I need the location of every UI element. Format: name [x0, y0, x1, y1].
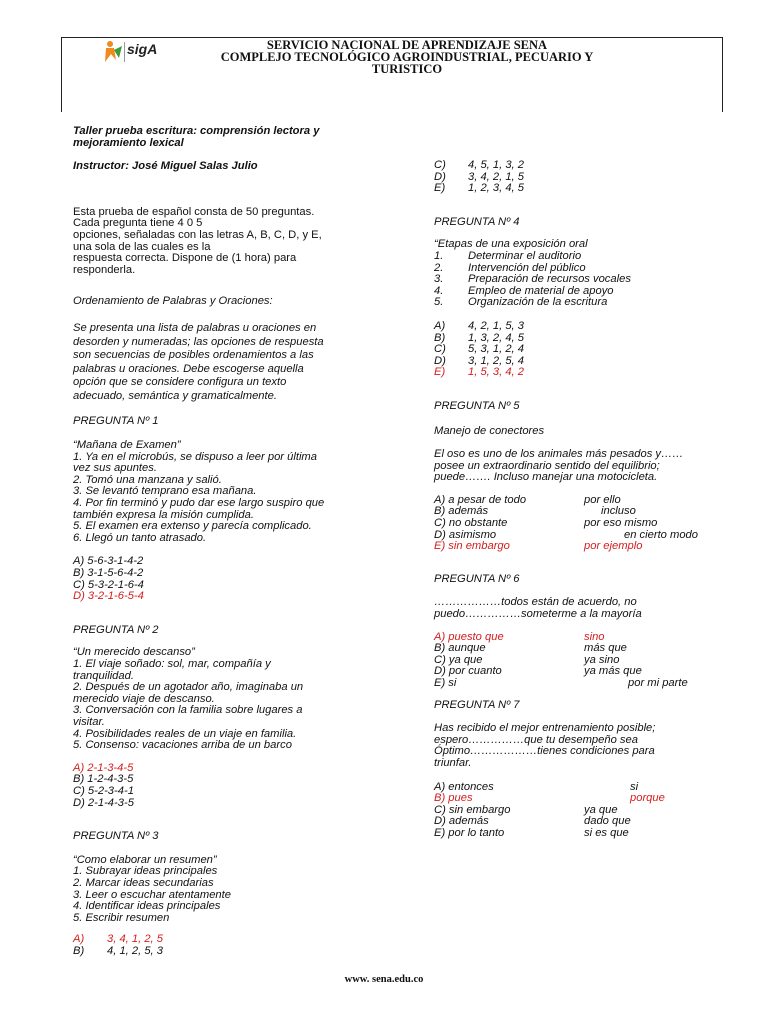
question-6-title: PREGUNTA Nº 6 [434, 572, 520, 585]
header-line-3: TURISTICO [371, 62, 443, 76]
list-item [434, 251, 744, 263]
text-cell: 4. [434, 284, 444, 297]
correct-answer-option[interactable] [434, 367, 744, 379]
question-line: 1. Subrayar ideas principales [73, 865, 218, 878]
instructor: Instructor: José Miguel Salas Julio [73, 160, 258, 173]
question-line: “Un merecido descanso” [73, 646, 195, 659]
question-7-text [434, 723, 744, 769]
answer-option[interactable]: D) 2-1-4-3-5 [73, 796, 134, 809]
answer-option[interactable] [434, 321, 744, 333]
question-line: 1. Ya en el microbús, se dispuso a leer por última [73, 450, 317, 463]
text-cell: D) asimismo [434, 528, 497, 541]
answer-option[interactable]: C) 5-3-2-1-6-4 [73, 578, 144, 591]
question-line: 4. Identificar ideas principales [73, 900, 221, 913]
text-cell: sino [584, 630, 605, 643]
question-line: espero……………que tu desempeño sea [434, 733, 638, 746]
question-7-options [434, 782, 744, 840]
text-cell: D) además [434, 815, 489, 828]
text-cell: ya más que [584, 665, 642, 678]
header-line-2: COMPLEJO TECNOLÓGICO AGROINDUSTRIAL, PECUARIO Y [220, 50, 594, 64]
text-cell: C) [434, 343, 446, 356]
text-cell: A) a pesar de todo [434, 493, 527, 506]
text-cell: C) no obstante [434, 517, 508, 530]
correct-answer-option[interactable]: D) 3-2-1-6-5-4 [73, 590, 144, 603]
text-cell: C) sin embargo [434, 803, 511, 816]
question-line: tranquilidad. [73, 669, 134, 682]
question-line: vez sus apuntes. [73, 462, 157, 475]
question-7-title: PREGUNTA Nº 7 [434, 698, 520, 711]
question-line: 4. Por fin terminó y pudo dar ese largo suspiro que [73, 497, 325, 510]
text-cell: por eso mismo [584, 517, 658, 530]
document-title: Taller prueba escritura: comprensión lectora y [73, 125, 320, 137]
question-line: 6. Llegó un tanto atrasado. [73, 531, 207, 544]
description-line: Se presenta una lista de palabras u oraciones en [73, 321, 317, 334]
question-5-title: PREGUNTA Nº 5 [434, 399, 520, 412]
text-cell: 3, 1, 2, 5, 4 [468, 354, 524, 367]
question-3-options-continued [434, 160, 744, 195]
text-cell: 2. [434, 261, 444, 274]
answer-option[interactable]: B) 3-1-5-6-4-2 [73, 567, 144, 580]
question-6-options [434, 632, 744, 690]
option-letter: D) [434, 170, 446, 183]
text-cell: A) [434, 319, 446, 332]
intro-line: Esta prueba de español consta de 50 preguntas. [73, 205, 315, 218]
text-cell: E) sin embargo [434, 540, 510, 553]
question-line: puedo……………sometermе a la mayoría [434, 608, 642, 621]
question-line: 2. Tomó una manzana y salió. [73, 473, 222, 486]
option-letter: E) [434, 182, 446, 195]
text-cell: 1, 3, 2, 4, 5 [468, 331, 524, 344]
document-header [61, 37, 723, 112]
text-cell: B) aunque [434, 642, 486, 655]
question-line: 4. Posibilidades reales de un viaje en familia. [73, 727, 297, 740]
question-line: posee un extraordinario sentido del equilibrio; [434, 459, 660, 472]
answer-option[interactable]: C) 5-2-3-4-1 [73, 784, 134, 797]
question-1-title: PREGUNTA Nº 1 [73, 414, 159, 427]
header-line-1: SERVICIO NACIONAL DE APRENDIZAJE SENA [266, 38, 548, 52]
question-line: 3. Conversación con la familia sobre lugares a [73, 704, 303, 717]
description-line: adecuado, semántica y gramaticalmente. [73, 389, 277, 402]
question-line: 3. Leer o escuchar atentamente [73, 888, 231, 901]
question-5-topic: Manejo de conectores [434, 424, 545, 437]
text-cell: en cierto modo [624, 528, 699, 541]
list-item [434, 297, 744, 309]
text-cell: ya sino [584, 653, 620, 666]
description-line: desorden y numeradas; las opciones de respuesta [73, 335, 324, 348]
left-column [73, 126, 383, 957]
text-cell: E) [434, 366, 446, 379]
text-cell: B) además [434, 505, 489, 518]
intro-paragraph [73, 207, 383, 277]
question-line: ………………todos están de acuerdo, no [434, 596, 637, 609]
question-2-title: PREGUNTA Nº 2 [73, 623, 159, 636]
text-cell: C) ya que [434, 653, 483, 666]
question-line: 5. Escribir resumen [73, 911, 170, 924]
text-cell: por mi parte [628, 677, 688, 689]
answer-option[interactable]: B) 1-2-4-3-5 [73, 773, 134, 786]
question-line: 1. El viaje soñado: sol, mar, compañía y [73, 658, 271, 670]
question-line: El oso es uno de los animales más pesados y…… [434, 448, 684, 461]
text-cell: D) por cuanto [434, 665, 502, 678]
text-cell: 5, 3, 1, 2, 4 [468, 343, 524, 356]
question-line: triunfar. [434, 756, 472, 769]
text-cell: si [630, 780, 639, 793]
question-line: Has recibido el mejor entrenamiento posible; [434, 722, 656, 735]
text-cell: B) [434, 331, 446, 344]
intro-line: Cada pregunta tiene 4 0 5 [73, 217, 203, 230]
question-4-title: PREGUNTA Nº 4 [434, 215, 520, 228]
question-2-body [73, 647, 383, 751]
text-cell: B) pues [434, 792, 473, 805]
text-cell: Empleo de material de apoyo [468, 284, 614, 297]
question-3-title: PREGUNTA Nº 3 [73, 830, 159, 843]
list-item [434, 274, 744, 286]
question-line: “Como elaborar un resumen” [73, 853, 217, 866]
question-line: visitar. [73, 715, 105, 728]
correct-answer-option[interactable] [434, 793, 744, 805]
question-line: 3. Se levantó temprano esa mañana. [73, 485, 257, 498]
option-text: 4, 5, 1, 3, 2 [468, 159, 524, 171]
question-4-intro: “Etapas de una exposición oral [434, 238, 588, 251]
text-cell: por ejemplo [584, 540, 643, 553]
intro-line: opciones, señaladas con las letras A, B, C, D, y E, [73, 228, 322, 241]
text-cell: Preparación de recursos vocales [468, 273, 631, 286]
text-cell: incluso [601, 505, 636, 518]
document-title-2: mejoramiento lexical [73, 136, 184, 149]
logo-text: sigA [127, 41, 158, 57]
answer-option[interactable] [434, 678, 744, 690]
text-cell: más que [584, 642, 627, 655]
intro-line: una sola de las cuales es la [73, 240, 211, 253]
text-cell: 1. [434, 249, 444, 262]
question-1-body [73, 440, 383, 544]
option-letter: A) [73, 933, 85, 946]
answer-option[interactable] [434, 518, 744, 530]
question-line: 5. Consenso: vacaciones arriba de un barco [73, 739, 292, 752]
question-3-options [73, 934, 383, 957]
question-5-text [434, 449, 744, 484]
option-letter: B) [73, 944, 85, 957]
question-line: 2. Marcar ideas secundarias [73, 876, 214, 889]
question-1-options [73, 556, 383, 602]
text-cell: D) [434, 354, 446, 367]
question-line: puede……. Incluso manejar una motocicleta. [434, 471, 658, 484]
question-4-options [434, 321, 744, 379]
text-cell: Organización de la escritura [468, 296, 608, 309]
answer-option[interactable] [434, 782, 744, 794]
text-cell: ya que [584, 803, 618, 816]
text-cell: Determinar el auditorio [468, 249, 582, 262]
answer-option[interactable] [434, 828, 744, 840]
correct-answer-option[interactable]: A) 2-1-3-4-5 [73, 761, 134, 774]
answer-option[interactable] [434, 183, 744, 195]
answer-option[interactable] [434, 160, 744, 172]
text-cell: porque [630, 792, 665, 805]
question-3-body [73, 855, 383, 925]
option-text: 1, 2, 3, 4, 5 [468, 182, 524, 195]
text-cell: 3. [434, 273, 444, 286]
question-line: 5. El examen era extenso y parecía complicado. [73, 520, 312, 533]
text-cell: 1, 5, 3, 4, 2 [468, 366, 524, 379]
description-line: opción que se considere configura un texto [73, 376, 287, 389]
text-cell: Intervención del público [468, 261, 586, 274]
option-text: 3, 4, 2, 1, 5 [468, 170, 524, 183]
description-line: palabras u oraciones. Debe escogerse aquella [73, 362, 304, 375]
text-cell: E) si [434, 677, 457, 689]
section-heading: Ordenamiento de Palabras y Oraciones: [73, 295, 273, 308]
intro-line: responderla. [73, 263, 136, 276]
option-text: 4, 1, 2, 5, 3 [107, 944, 163, 957]
text-cell: A) puesto que [434, 630, 504, 643]
text-cell: dado que [584, 815, 631, 828]
question-line: Óptimo………………tienes condiciones para [434, 745, 655, 758]
text-cell: 5. [434, 296, 444, 309]
text-cell: si es que [584, 826, 629, 839]
text-cell: 4, 2, 1, 5, 3 [468, 319, 524, 332]
footer-url: www. sena.edu.co [344, 974, 424, 985]
question-line: merecido viaje de descanso. [73, 692, 215, 705]
section-description [73, 323, 383, 403]
question-6-text [434, 597, 744, 620]
intro-line: respuesta correcta. Dispone de (1 hora) para [73, 252, 297, 265]
text-cell: E) por lo tanto [434, 826, 505, 839]
question-5-options [434, 495, 744, 553]
option-letter: C) [434, 159, 446, 171]
description-line: son secuencias de posibles ordenamientos a las [73, 349, 314, 362]
question-4-items [434, 251, 744, 309]
answer-option[interactable] [434, 344, 744, 356]
answer-option[interactable] [73, 946, 383, 958]
answer-option[interactable] [434, 666, 744, 678]
option-text: 3, 4, 1, 2, 5 [107, 933, 163, 946]
right-column [434, 160, 744, 840]
question-2-options [73, 763, 383, 809]
text-cell: por ello [584, 493, 621, 506]
question-line: “Mañana de Examen” [73, 439, 181, 452]
question-line: también expresa la misión cumplida. [73, 508, 254, 521]
text-cell: A) entonces [434, 780, 494, 793]
institution-name [162, 39, 652, 75]
correct-answer-option[interactable] [434, 541, 744, 553]
question-line: 2. Después de un agotador año, imaginaba un [73, 681, 304, 694]
answer-option[interactable]: A) 5-6-3-1-4-2 [73, 555, 144, 568]
